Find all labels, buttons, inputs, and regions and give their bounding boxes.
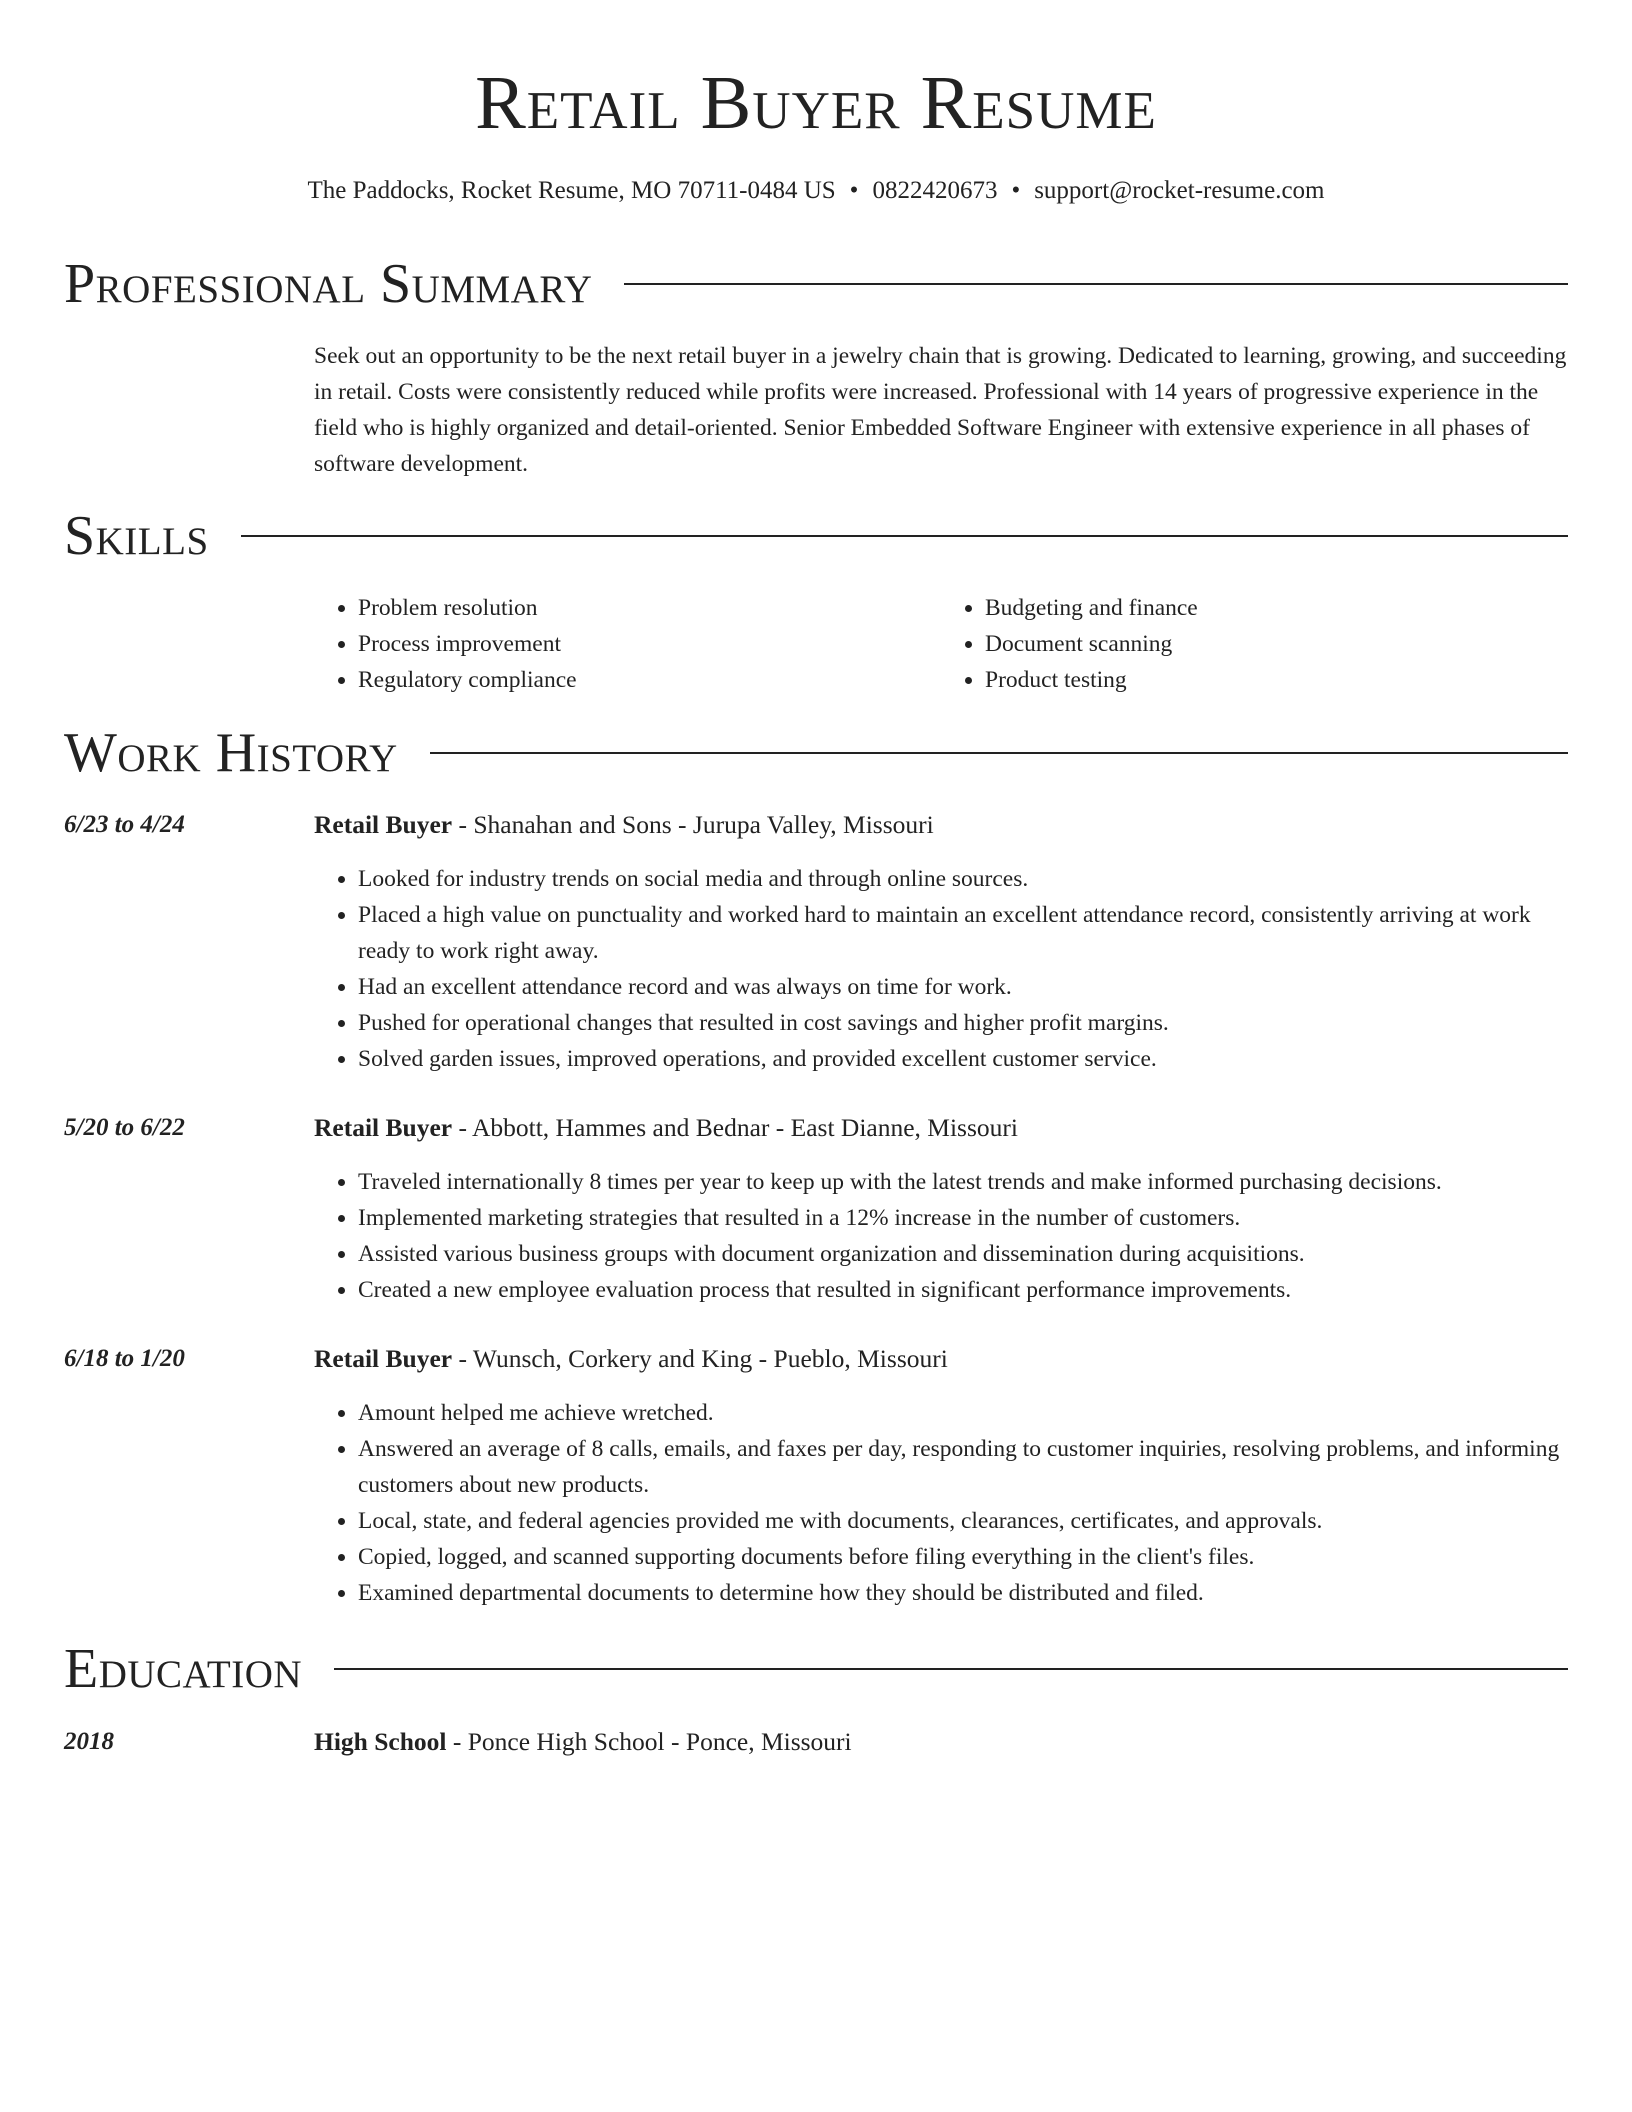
job-bullet: • Created a new employee evaluation process that resulted in significant performance improvements. <box>358 1272 1568 1308</box>
section-divider <box>334 1668 1568 1670</box>
job-bullet: • Pushed for operational changes that resulted in cost savings and higher profit margins. <box>358 1005 1568 1041</box>
contact-address: The Paddocks, Rocket Resume, MO 70711-0484 US <box>307 177 836 204</box>
job-heading <box>314 807 934 843</box>
job-bullets <box>314 1395 1568 1611</box>
job-bullet: • Local, state, and federal agencies provided me with documents, clearances, certificates, and approvals. <box>358 1503 1568 1539</box>
summary-text: Seek out an opportunity to be the next retail buyer in a jewelry chain that is growing. Dedicated to learning, growing, and succeeding in retail. Costs were consistently reduced while profits were increased. Professional with 14 years of progressive experience in the field who is highly organized and detail-oriented. Senior Embedded Software Engineer with extensive experience in all phases of software development. <box>314 343 1567 477</box>
skills-column-1 <box>314 590 941 698</box>
job-heading <box>314 1341 948 1377</box>
job-dates: 5/20 to 6/22 <box>64 1114 185 1141</box>
job-bullet: • Answered an average of 8 calls, emails, and faxes per day, responding to customer inquiries, resolving problems, and informing customers about new products. <box>358 1431 1568 1503</box>
skills-section-header <box>64 504 1568 568</box>
skills-heading: Skills <box>64 505 209 567</box>
contact-separator: • <box>1011 177 1021 204</box>
skill-item: • Problem resolution <box>358 590 941 626</box>
work-section-header <box>64 721 1568 785</box>
job-bullets <box>314 1164 1568 1308</box>
job-title: Retail Buyer <box>314 1113 453 1142</box>
skills-list <box>314 590 1568 698</box>
job-employer: - Shanahan and Sons - Jurupa Valley, Missouri <box>452 810 934 839</box>
summary-heading: Professional Summary <box>64 253 593 315</box>
skill-item: • Process improvement <box>358 626 941 662</box>
education-degree: High School <box>314 1727 447 1756</box>
contact-line <box>0 174 1632 208</box>
summary-section-header <box>64 252 1568 316</box>
job-bullets <box>314 861 1568 1077</box>
skill-item: • Regulatory compliance <box>358 662 941 698</box>
section-divider <box>430 752 1568 754</box>
education-section-header <box>64 1637 1568 1701</box>
job-bullet: • Had an excellent attendance record and was always on time for work. <box>358 969 1568 1005</box>
contact-separator: • <box>849 177 859 204</box>
job-heading <box>314 1110 1018 1146</box>
job-title: Retail Buyer <box>314 1344 453 1373</box>
skill-item: • Budgeting and finance <box>985 590 1568 626</box>
section-divider <box>624 283 1568 285</box>
job-bullet: • Examined departmental documents to determine how they should be distributed and filed. <box>358 1575 1568 1611</box>
skill-item: • Product testing <box>985 662 1568 698</box>
job-bullet: • Looked for industry trends on social media and through online sources. <box>358 861 1568 897</box>
education-heading: Education <box>64 1638 303 1700</box>
work-heading: Work History <box>64 722 398 784</box>
skills-column-2 <box>941 590 1568 698</box>
job-dates: 6/23 to 4/24 <box>64 811 185 838</box>
skill-item: • Document scanning <box>985 626 1568 662</box>
section-divider <box>241 535 1568 537</box>
job-bullet: • Implemented marketing strategies that resulted in a 12% increase in the number of customers. <box>358 1200 1568 1236</box>
resume-title: Retail Buyer Resume <box>475 61 1157 145</box>
job-bullet: • Assisted various business groups with document organization and dissemination during acquisitions. <box>358 1236 1568 1272</box>
contact-email: support@rocket-resume.com <box>1034 177 1325 204</box>
job-bullet: • Solved garden issues, improved operations, and provided excellent customer service. <box>358 1041 1568 1077</box>
job-bullet: • Amount helped me achieve wretched. <box>358 1395 1568 1431</box>
education-heading-line <box>314 1724 852 1760</box>
job-dates: 6/18 to 1/20 <box>64 1345 185 1372</box>
contact-phone: 0822420673 <box>872 177 998 204</box>
job-bullet: • Copied, logged, and scanned supporting documents before filing everything in the client's files. <box>358 1539 1568 1575</box>
education-school: - Ponce High School - Ponce, Missouri <box>446 1727 852 1756</box>
education-year: 2018 <box>64 1728 114 1755</box>
job-title: Retail Buyer <box>314 810 453 839</box>
job-bullet: • Traveled internationally 8 times per year to keep up with the latest trends and make informed purchasing decisions. <box>358 1164 1568 1200</box>
job-bullet: • Placed a high value on punctuality and worked hard to maintain an excellent attendance record, consistently arriving at work ready to work right away. <box>358 897 1568 969</box>
job-employer: - Abbott, Hammes and Bednar - East Dianne, Missouri <box>452 1113 1018 1142</box>
job-employer: - Wunsch, Corkery and King - Pueblo, Missouri <box>452 1344 948 1373</box>
